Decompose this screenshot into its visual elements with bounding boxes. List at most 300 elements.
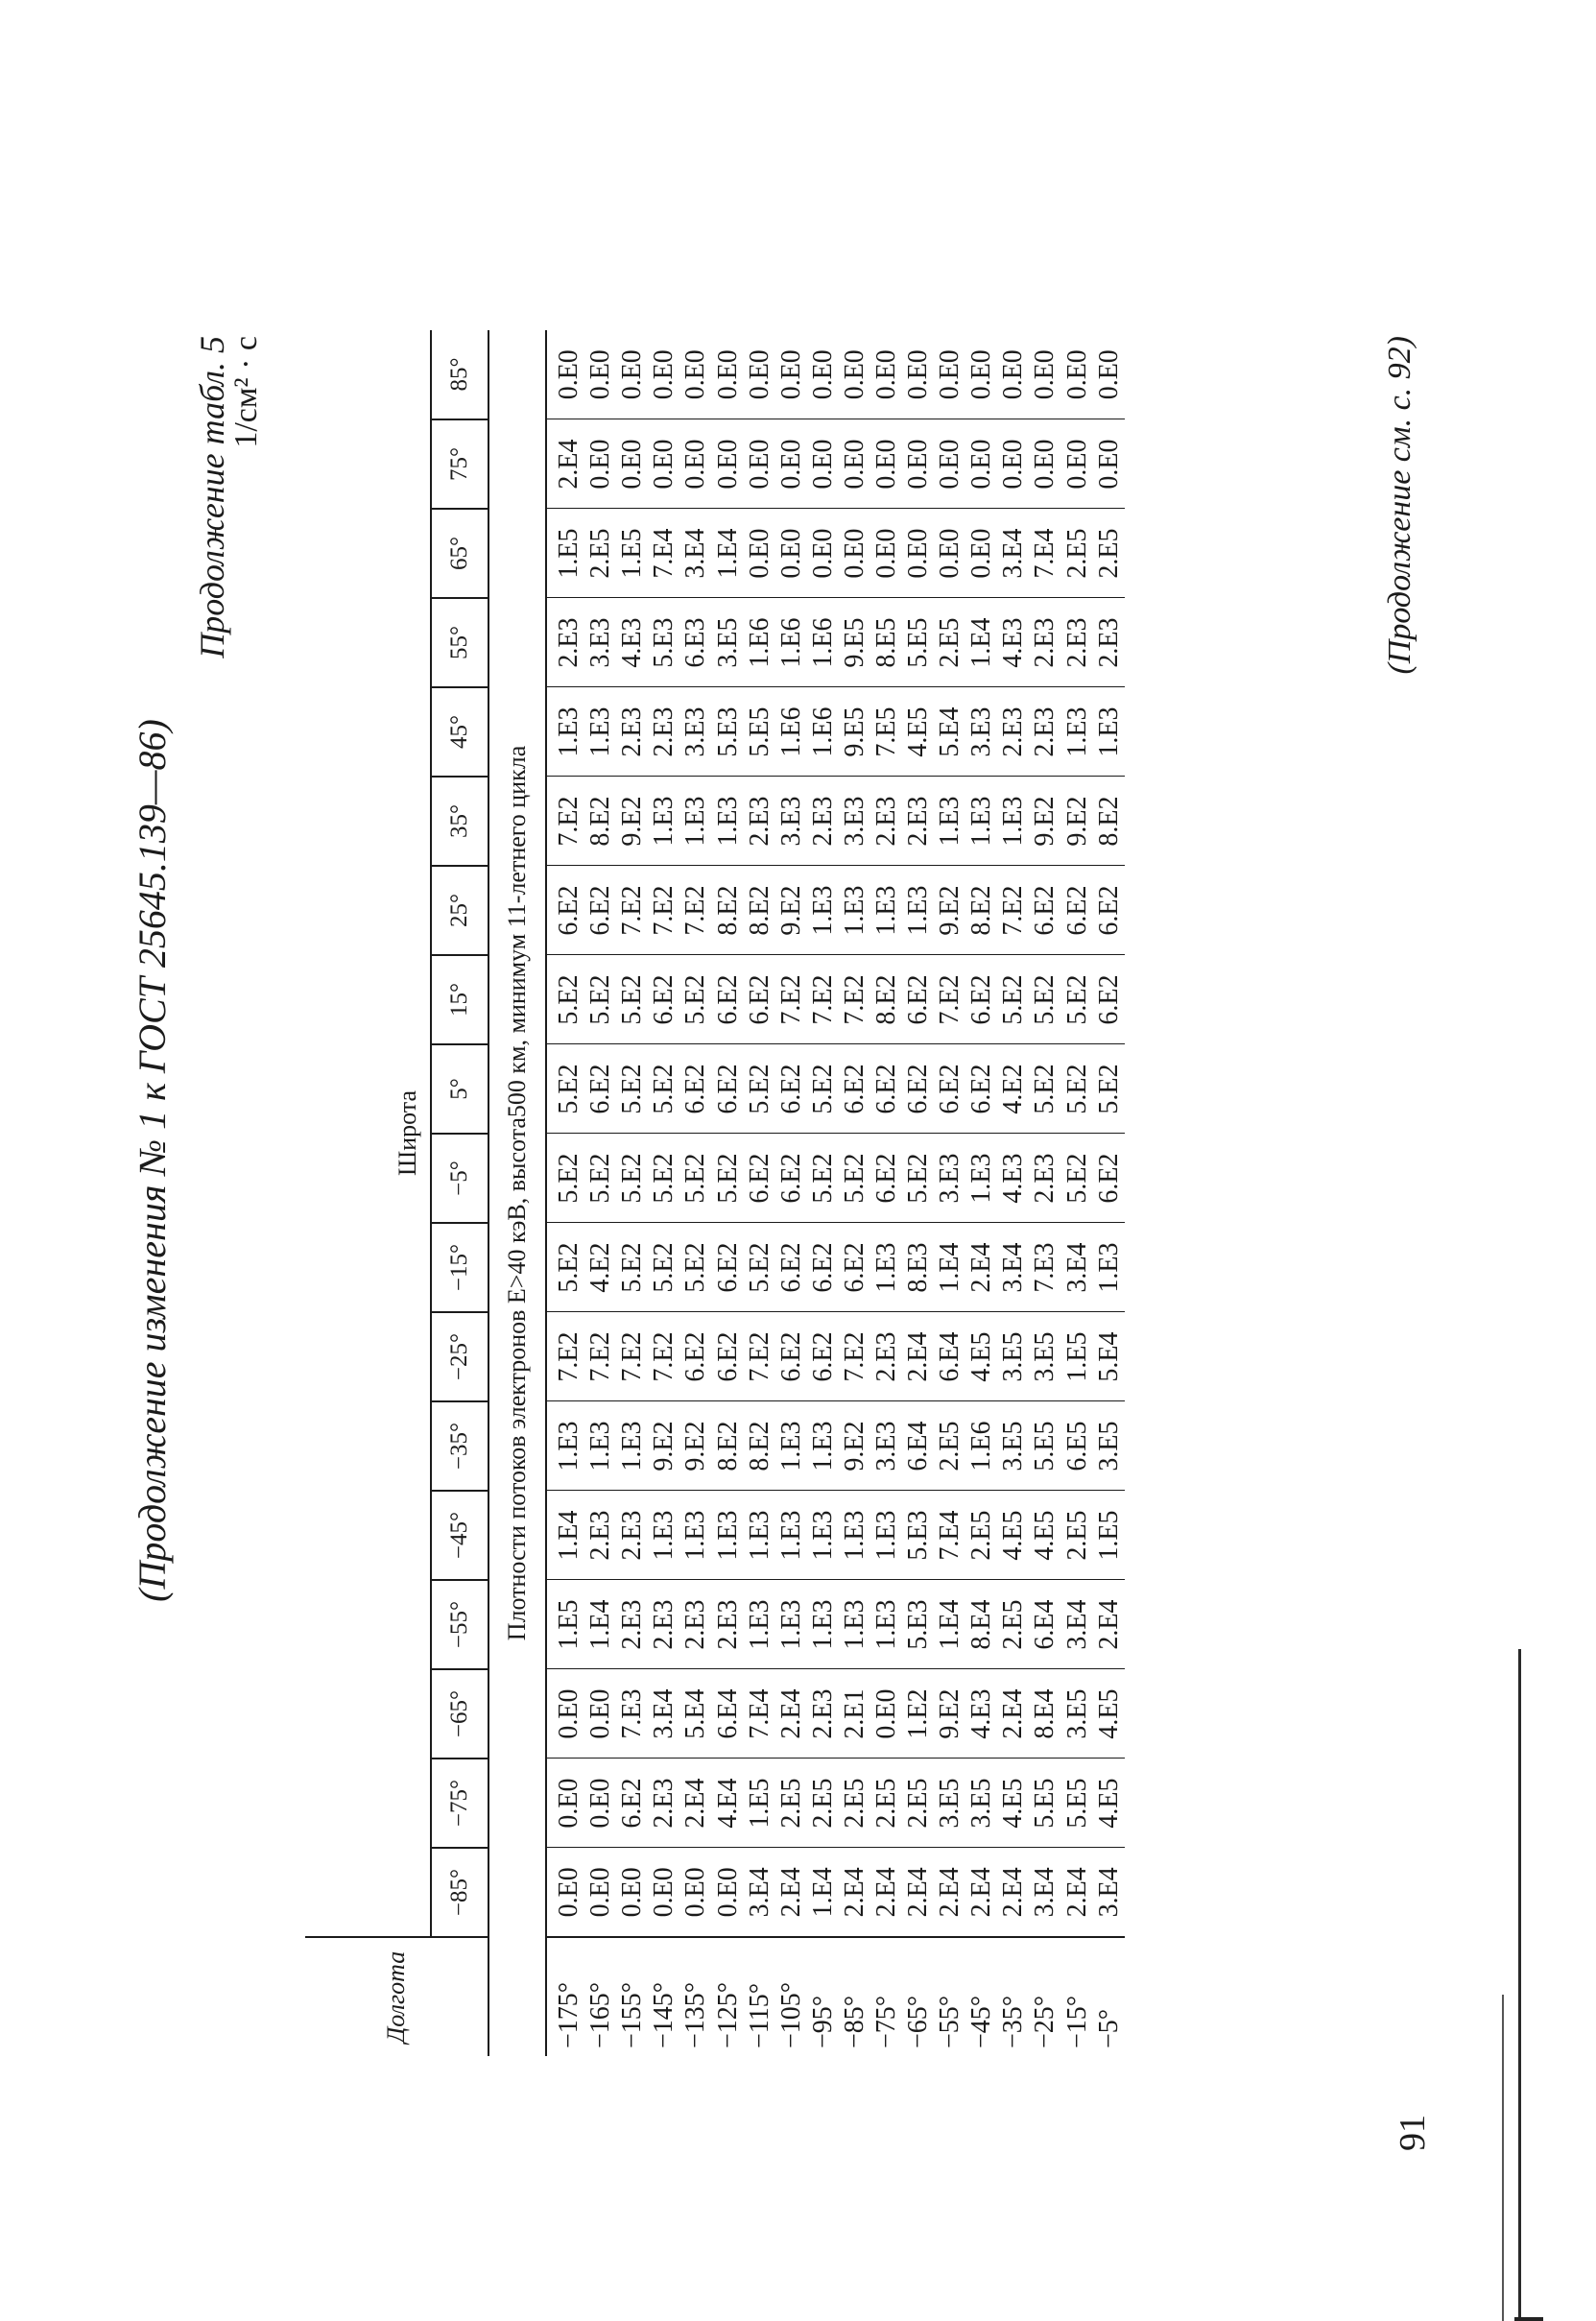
flux-value-cell: 3.E4 — [1061, 1223, 1093, 1312]
flux-value-cell: 6.E2 — [648, 955, 679, 1044]
flux-value-cell: 6.E2 — [711, 1044, 743, 1134]
flux-value-cell: 0.E0 — [554, 349, 584, 400]
latitude-label: 5° — [431, 1044, 488, 1134]
flux-value-cell: 2.E3 — [679, 1580, 711, 1669]
flux-value-cell: 2.E3 — [584, 1491, 616, 1580]
flux-value-cell: 9.E2 — [934, 866, 965, 955]
flux-value-cell: 3.E5 — [711, 598, 743, 687]
flux-value-cell: 2.E3 — [1093, 598, 1125, 687]
flux-value-cell: 1.E5 — [1093, 1491, 1125, 1580]
flux-value-cell: 1.E3 — [711, 1491, 743, 1580]
flux-value-cell: 0.E0 — [839, 419, 870, 509]
flux-value-cell: 2.E4 — [679, 1759, 711, 1848]
flux-value-cell: 0.E0 — [584, 1848, 616, 1937]
flux-value-cell: 2.E4 — [1093, 1580, 1125, 1669]
flux-value-cell: 9.E2 — [616, 777, 648, 866]
flux-value-cell: 1.E3 — [934, 777, 965, 866]
flux-value-cell: 6.E2 — [546, 866, 584, 955]
flux-value-cell: 9.E2 — [1061, 777, 1093, 866]
longitude-cell: −105° — [775, 1937, 807, 2056]
flux-value-cell: 0.E0 — [711, 1848, 743, 1937]
flux-value-cell: 5.E5 — [744, 687, 775, 777]
flux-value-cell: 1.E3 — [997, 777, 1029, 866]
flux-value-cell: 5.E2 — [839, 1134, 870, 1223]
flux-value-cell: 8.E5 — [870, 598, 902, 687]
flux-value-cell: 3.E5 — [997, 1401, 1029, 1491]
flux-value-cell: 1.E6 — [775, 687, 807, 777]
flux-value-cell: 6.E2 — [1093, 1134, 1125, 1223]
flux-value-cell: 0.E0 — [775, 509, 807, 598]
flux-value-cell: 4.E5 — [902, 687, 934, 777]
table-row — [870, 330, 902, 2056]
table-row — [839, 330, 870, 2056]
flux-value-cell: 2.E4 — [546, 419, 584, 509]
longitude-cell: −55° — [934, 1937, 965, 2056]
flux-value-cell: 1.E3 — [616, 1401, 648, 1491]
flux-value-cell: 1.E6 — [775, 598, 807, 687]
flux-value-cell: 5.E3 — [711, 687, 743, 777]
flux-value-cell: 6.E2 — [775, 1044, 807, 1134]
flux-value-cell: 3.E3 — [934, 1134, 965, 1223]
flux-value-cell: 7.E3 — [1029, 1223, 1060, 1312]
flux-value-cell: 6.E2 — [775, 1312, 807, 1401]
flux-value-cell: 6.E2 — [807, 1223, 839, 1312]
flux-value-cell: 9.E2 — [839, 1401, 870, 1491]
flux-value-cell: 0.E0 — [680, 349, 711, 400]
flux-value-cell: 1.E3 — [870, 1223, 902, 1312]
flux-value-cell: 7.E2 — [807, 955, 839, 1044]
flux-value-cell: 6.E2 — [744, 955, 775, 1044]
flux-value-cell: 1.E3 — [744, 1580, 775, 1669]
flux-value-cell: 6.E2 — [839, 1044, 870, 1134]
flux-value-cell: 1.E3 — [648, 777, 679, 866]
flux-value-cell: 0.E0 — [616, 419, 648, 509]
flux-value-cell: 2.E3 — [648, 687, 679, 777]
flux-value-cell: 1.E3 — [679, 1491, 711, 1580]
flux-value-cell: 0.E0 — [934, 509, 965, 598]
table-row — [775, 330, 807, 2056]
flux-value-cell: 0.E0 — [1030, 349, 1060, 400]
table-row — [1029, 330, 1060, 2056]
table-row — [584, 330, 616, 2056]
table-header-row — [305, 330, 431, 2056]
flux-value-cell: 0.E0 — [935, 349, 965, 400]
flux-value-cell: 0.E0 — [584, 1759, 616, 1848]
flux-value-cell: 6.E2 — [711, 1312, 743, 1401]
flux-value-cell: 7.E2 — [839, 955, 870, 1044]
flux-value-cell: 5.E2 — [616, 1044, 648, 1134]
flux-value-cell: 2.E5 — [997, 1580, 1029, 1669]
flux-value-cell: 4.E5 — [997, 1759, 1029, 1848]
flux-value-cell: 6.E4 — [934, 1312, 965, 1401]
flux-value-cell: 7.E2 — [616, 866, 648, 955]
flux-value-cell: 1.E4 — [807, 1848, 839, 1937]
flux-value-cell: 7.E4 — [648, 509, 679, 598]
latitude-label: 45° — [431, 687, 488, 777]
flux-value-cell: 2.E4 — [775, 1669, 807, 1759]
flux-value-cell: 1.E2 — [902, 1669, 934, 1759]
flux-value-cell: 0.E0 — [679, 1848, 711, 1937]
longitude-cell: −125° — [711, 1937, 743, 2056]
flux-value-cell: 0.E0 — [744, 349, 774, 400]
flux-value-cell: 5.E2 — [616, 1223, 648, 1312]
flux-value-cell: 2.E3 — [616, 1580, 648, 1669]
flux-value-cell: 0.E0 — [965, 509, 997, 598]
longitude-cell: −75° — [870, 1937, 902, 2056]
table-row — [902, 330, 934, 2056]
flux-value-cell: 0.E0 — [997, 419, 1029, 509]
table-row — [1061, 330, 1093, 2056]
flux-value-cell: 9.E2 — [775, 866, 807, 955]
flux-value-cell: 1.E5 — [616, 509, 648, 598]
flux-value-cell: 3.E4 — [997, 1223, 1029, 1312]
table-row — [648, 330, 679, 2056]
latitude-label: −65° — [431, 1669, 488, 1759]
flux-value-cell: 2.E5 — [934, 1401, 965, 1491]
flux-value-cell: 0.E0 — [648, 419, 679, 509]
flux-value-cell: 1.E6 — [744, 598, 775, 687]
flux-value-cell: 5.E4 — [1093, 1312, 1125, 1401]
flux-value-cell: 6.E2 — [870, 1134, 902, 1223]
flux-value-cell: 5.E2 — [744, 1223, 775, 1312]
flux-value-cell: 5.E2 — [679, 955, 711, 1044]
table-row — [546, 330, 584, 2056]
flux-value-cell: 7.E2 — [546, 777, 584, 866]
latitude-label: −55° — [431, 1580, 488, 1669]
flux-value-cell: 6.E2 — [1061, 866, 1093, 955]
flux-value-cell: 6.E2 — [839, 1223, 870, 1312]
flux-value-cell: 8.E2 — [870, 955, 902, 1044]
flux-value-cell: 2.E5 — [1061, 1491, 1093, 1580]
flux-value-cell: 1.E3 — [744, 1491, 775, 1580]
flux-value-cell: 1.E3 — [902, 866, 934, 955]
flux-value-cell: 1.E4 — [965, 598, 997, 687]
flux-value-cell: 2.E3 — [870, 777, 902, 866]
flux-value-cell: 1.E5 — [1061, 1312, 1093, 1401]
flux-value-cell: 3.E3 — [679, 687, 711, 777]
flux-value-cell: 7.E2 — [616, 1312, 648, 1401]
table-row — [744, 330, 775, 2056]
flux-value-cell: 0.E0 — [584, 419, 616, 509]
flux-value-cell: 1.E3 — [584, 687, 616, 777]
flux-value-cell: 6.E2 — [1093, 955, 1125, 1044]
latitude-label: 85° — [431, 330, 488, 419]
flux-value-cell: 6.E2 — [584, 866, 616, 955]
flux-value-cell: 5.E2 — [546, 955, 584, 1044]
flux-value-cell: 0.E0 — [1061, 419, 1093, 509]
latitude-label: −15° — [431, 1223, 488, 1312]
flux-value-cell: 1.E3 — [807, 866, 839, 955]
flux-value-cell: 0.E0 — [870, 349, 901, 400]
flux-value-cell: 1.E3 — [839, 1491, 870, 1580]
flux-value-cell: 2.E3 — [711, 1580, 743, 1669]
flux-value-cell: 5.E3 — [902, 1580, 934, 1669]
flux-value-cell: 0.E0 — [934, 419, 965, 509]
latitude-label: 75° — [431, 419, 488, 509]
flux-value-cell: 2.E3 — [1029, 598, 1060, 687]
latitude-label: −5° — [431, 1134, 488, 1223]
flux-value-cell: 2.E5 — [902, 1759, 934, 1848]
flux-value-cell: 5.E2 — [648, 1044, 679, 1134]
flux-value-cell: 7.E2 — [584, 1312, 616, 1401]
flux-value-cell: 2.E5 — [839, 1759, 870, 1848]
flux-value-cell: 5.E2 — [546, 1044, 584, 1134]
flux-value-cell: 5.E2 — [546, 1134, 584, 1223]
longitude-cell: −135° — [679, 1937, 711, 2056]
flux-value-cell: 6.E2 — [679, 1044, 711, 1134]
table-row — [711, 330, 743, 2056]
flux-value-cell: 2.E5 — [807, 1759, 839, 1848]
flux-value-cell: 2.E1 — [839, 1669, 870, 1759]
flux-value-cell: 6.E2 — [775, 1223, 807, 1312]
table-row — [616, 330, 648, 2056]
flux-value-cell: 6.E2 — [934, 1044, 965, 1134]
latitude-label: −85° — [431, 1848, 488, 1937]
flux-value-cell: 3.E3 — [584, 598, 616, 687]
flux-value-cell: 5.E3 — [902, 1491, 934, 1580]
flux-value-cell: 1.E3 — [1093, 687, 1125, 777]
flux-value-cell: 6.E2 — [870, 1044, 902, 1134]
flux-value-cell: 5.E2 — [711, 1134, 743, 1223]
flux-value-cell: 1.E3 — [775, 1580, 807, 1669]
flux-value-cell: 7.E4 — [934, 1491, 965, 1580]
flux-value-cell: 8.E2 — [1093, 777, 1125, 866]
flux-value-cell: 5.E2 — [1061, 1044, 1093, 1134]
section-title: Плотности потоков электронов E>40 кэВ, высота500 км, минимум 11-летнего цикла — [488, 330, 546, 2056]
flux-value-cell: 5.E2 — [1061, 955, 1093, 1044]
flux-value-cell: 0.E0 — [1061, 349, 1092, 400]
flux-value-cell: 5.E2 — [1093, 1044, 1125, 1134]
flux-value-cell: 3.E5 — [934, 1759, 965, 1848]
flux-value-cell: 1.E6 — [807, 687, 839, 777]
flux-value-cell: 0.E0 — [870, 509, 902, 598]
flux-value-cell: 3.E5 — [965, 1759, 997, 1848]
flux-value-cell: 2.E3 — [648, 1759, 679, 1848]
flux-value-cell: 3.E3 — [775, 777, 807, 866]
flux-value-cell: 1.E3 — [870, 866, 902, 955]
table-body — [546, 330, 1125, 2056]
flux-value-cell: 2.E3 — [902, 777, 934, 866]
flux-value-cell: 5.E3 — [648, 598, 679, 687]
flux-value-cell: 0.E0 — [1093, 349, 1124, 400]
flux-value-cell: 4.E5 — [965, 1312, 997, 1401]
flux-value-cell: 0.E0 — [616, 1848, 648, 1937]
latitude-label: −25° — [431, 1312, 488, 1401]
flux-value-cell: 2.E3 — [546, 598, 584, 687]
flux-value-cell: 4.E4 — [711, 1759, 743, 1848]
flux-value-cell: 0.E0 — [998, 349, 1029, 400]
flux-value-cell: 5.E4 — [934, 687, 965, 777]
flux-value-cell: 5.E2 — [1061, 1134, 1093, 1223]
table-row — [934, 330, 965, 2056]
flux-value-cell: 7.E5 — [870, 687, 902, 777]
flux-value-cell: 5.E2 — [648, 1223, 679, 1312]
flux-value-cell: 5.E2 — [679, 1223, 711, 1312]
flux-value-cell: 3.E4 — [1093, 1848, 1125, 1937]
flux-value-cell: 5.E5 — [902, 598, 934, 687]
longitude-cell: −35° — [997, 1937, 1029, 2056]
flux-value-cell: 1.E4 — [934, 1580, 965, 1669]
flux-value-cell: 5.E5 — [1061, 1759, 1093, 1848]
flux-value-cell: 4.E3 — [965, 1669, 997, 1759]
flux-value-cell: 4.E3 — [997, 1134, 1029, 1223]
page-number: 91 — [1393, 2115, 1433, 2151]
flux-value-cell: 0.E0 — [546, 1759, 584, 1848]
flux-value-cell: 1.E3 — [679, 777, 711, 866]
flux-value-cell: 0.E0 — [839, 349, 869, 400]
flux-value-cell: 5.E2 — [679, 1134, 711, 1223]
flux-value-cell: 5.E2 — [584, 955, 616, 1044]
longitude-cell: −15° — [1061, 1937, 1093, 2056]
flux-value-cell: 0.E0 — [870, 1669, 902, 1759]
flux-value-cell: 2.E3 — [807, 1669, 839, 1759]
flux-value-cell: 1.E3 — [807, 1580, 839, 1669]
longitude-cell: −25° — [1029, 1937, 1060, 2056]
flux-value-cell: 0.E0 — [584, 1669, 616, 1759]
flux-value-cell: 0.E0 — [1029, 419, 1060, 509]
flux-value-cell: 7.E2 — [934, 955, 965, 1044]
flux-value-cell: 6.E2 — [775, 1134, 807, 1223]
flux-value-cell: 0.E0 — [744, 419, 775, 509]
table-label: Продолжение табл. 5 — [193, 336, 231, 658]
latitude-header: Широта — [305, 330, 431, 1937]
flux-value-cell: 0.E0 — [775, 419, 807, 509]
flux-value-cell: 1.E3 — [546, 687, 584, 777]
scan-edge-mark — [1514, 2317, 1543, 2321]
flux-value-cell: 5.E5 — [1029, 1401, 1060, 1491]
flux-value-cell: 0.E0 — [1093, 419, 1125, 509]
flux-value-cell: 2.E3 — [1029, 1134, 1060, 1223]
flux-value-cell: 6.E2 — [744, 1134, 775, 1223]
flux-value-cell: 4.E3 — [997, 598, 1029, 687]
flux-value-cell: 1.E3 — [546, 1401, 584, 1491]
latitude-label: 65° — [431, 509, 488, 598]
flux-value-cell: 2.E3 — [997, 687, 1029, 777]
flux-value-cell: 6.E4 — [902, 1401, 934, 1491]
flux-value-cell: 6.E2 — [679, 1312, 711, 1401]
flux-value-cell: 6.E2 — [1093, 866, 1125, 955]
flux-value-cell: 0.E0 — [965, 419, 997, 509]
flux-value-cell: 0.E0 — [775, 349, 806, 400]
longitude-cell: −175° — [546, 1937, 584, 2056]
flux-value-cell: 2.E5 — [1061, 509, 1093, 598]
longitude-cell: −95° — [807, 1937, 839, 2056]
flux-value-cell: 0.E0 — [617, 349, 648, 400]
flux-value-cell: 3.E5 — [1029, 1312, 1060, 1401]
flux-value-cell: 3.E5 — [997, 1312, 1029, 1401]
flux-value-cell: 6.E2 — [965, 955, 997, 1044]
flux-value-cell: 8.E2 — [744, 1401, 775, 1491]
latitude-label: 15° — [431, 955, 488, 1044]
flux-value-cell: 0.E0 — [807, 509, 839, 598]
flux-value-cell: 7.E2 — [679, 866, 711, 955]
latitude-values-row — [431, 330, 488, 2056]
flux-value-cell: 3.E3 — [965, 687, 997, 777]
flux-value-cell: 1.E3 — [648, 1491, 679, 1580]
flux-value-cell: 3.E4 — [648, 1669, 679, 1759]
scan-edge-line — [1518, 1649, 1521, 2321]
flux-value-cell: 2.E4 — [934, 1848, 965, 1937]
flux-value-cell: 1.E3 — [1061, 687, 1093, 777]
flux-value-cell: 5.E2 — [807, 1134, 839, 1223]
flux-value-cell: 7.E2 — [775, 955, 807, 1044]
longitude-header: Долгота — [305, 1937, 488, 2056]
latitude-label: 35° — [431, 777, 488, 866]
flux-value-cell: 2.E3 — [616, 687, 648, 777]
flux-value-cell: 2.E3 — [807, 777, 839, 866]
flux-value-cell: 1.E3 — [870, 1580, 902, 1669]
flux-value-cell: 6.E2 — [711, 1223, 743, 1312]
flux-value-cell: 1.E5 — [744, 1759, 775, 1848]
flux-value-cell: 8.E2 — [711, 1401, 743, 1491]
flux-value-cell: 8.E2 — [711, 866, 743, 955]
flux-value-cell: 5.E2 — [546, 1223, 584, 1312]
flux-value-cell: 5.E2 — [584, 1134, 616, 1223]
flux-value-cell: 1.E3 — [870, 1491, 902, 1580]
flux-value-cell: 5.E2 — [616, 955, 648, 1044]
flux-value-cell: 0.E0 — [966, 349, 997, 400]
flux-value-cell: 5.E2 — [807, 1044, 839, 1134]
flux-value-cell: 7.E3 — [616, 1669, 648, 1759]
flux-value-cell: 9.E5 — [839, 687, 870, 777]
flux-value-cell: 1.E4 — [711, 509, 743, 598]
flux-value-cell: 0.E0 — [546, 1669, 584, 1759]
flux-value-cell: 3.E3 — [839, 777, 870, 866]
flux-value-cell: 1.E6 — [807, 598, 839, 687]
flux-value-cell: 8.E2 — [965, 866, 997, 955]
flux-value-cell: 7.E2 — [997, 866, 1029, 955]
flux-value-cell: 7.E2 — [744, 1312, 775, 1401]
flux-value-cell: 1.E3 — [584, 1401, 616, 1491]
continuation-note: (Продолжение см. с. 92) — [1382, 336, 1417, 675]
flux-value-cell: 9.E2 — [1029, 777, 1060, 866]
flux-value-cell: 6.E2 — [807, 1312, 839, 1401]
flux-value-cell: 3.E3 — [870, 1401, 902, 1491]
flux-value-cell: 0.E0 — [546, 1848, 584, 1937]
latitude-label: −35° — [431, 1401, 488, 1491]
latitude-label: −45° — [431, 1491, 488, 1580]
flux-value-cell: 0.E0 — [712, 349, 743, 400]
flux-value-cell: 8.E2 — [744, 866, 775, 955]
latitude-label: 25° — [431, 866, 488, 955]
scan-edge-line — [1502, 1995, 1504, 2321]
flux-value-cell: 7.E2 — [839, 1312, 870, 1401]
flux-value-cell: 9.E2 — [679, 1401, 711, 1491]
section-title-row — [488, 330, 546, 2056]
flux-value-cell: 4.E5 — [1093, 1669, 1125, 1759]
flux-value-cell: 8.E2 — [584, 777, 616, 866]
flux-value-cell: 0.E0 — [902, 419, 934, 509]
flux-value-cell: 0.E0 — [903, 349, 934, 400]
flux-value-cell: 4.E3 — [616, 598, 648, 687]
flux-value-cell: 4.E5 — [1093, 1759, 1125, 1848]
table-row — [679, 330, 711, 2056]
flux-value-cell: 5.E2 — [997, 955, 1029, 1044]
flux-value-cell: 1.E3 — [839, 866, 870, 955]
flux-value-cell: 1.E3 — [965, 1134, 997, 1223]
flux-value-cell: 2.E4 — [775, 1848, 807, 1937]
flux-value-cell: 1.E3 — [711, 777, 743, 866]
flux-value-cell: 5.E5 — [1029, 1759, 1060, 1848]
flux-value-cell: 0.E0 — [585, 349, 616, 400]
flux-value-cell: 6.E2 — [902, 1044, 934, 1134]
flux-value-cell: 6.E2 — [1029, 866, 1060, 955]
flux-value-cell: 3.E4 — [997, 509, 1029, 598]
flux-value-cell: 2.E4 — [1061, 1848, 1093, 1937]
flux-value-cell: 2.E5 — [870, 1759, 902, 1848]
flux-value-cell: 7.E2 — [546, 1312, 584, 1401]
flux-value-cell: 0.E0 — [839, 509, 870, 598]
